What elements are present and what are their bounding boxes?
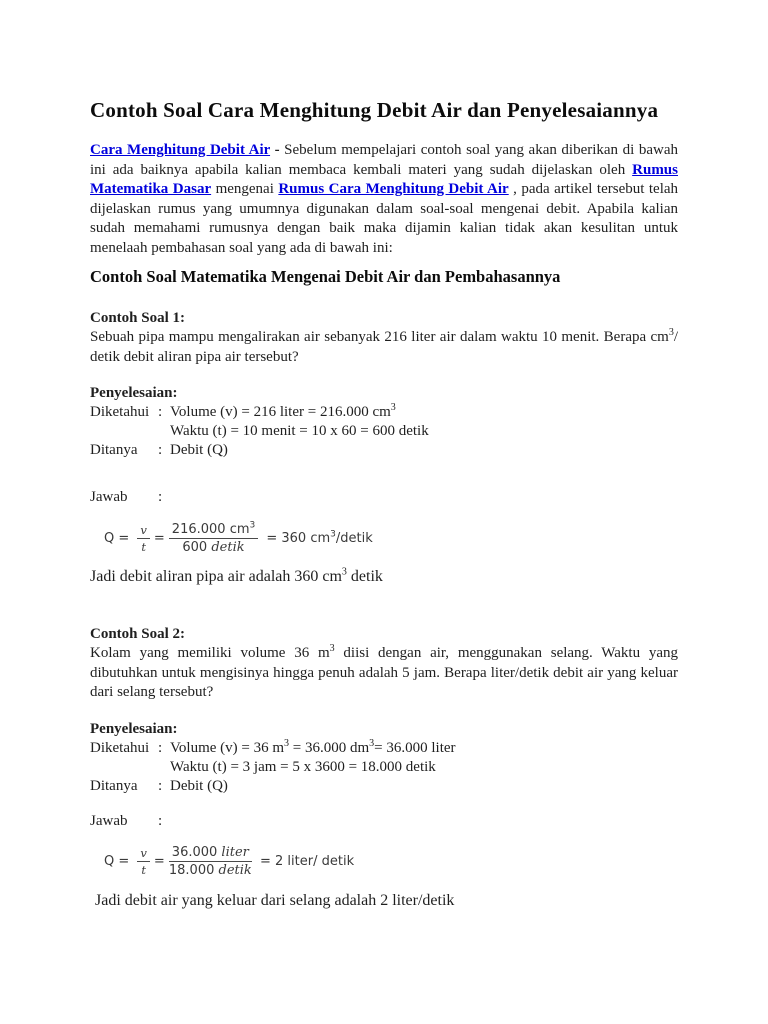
formula2-main-fraction [169,845,252,878]
ditanya-label: Ditanya [90,442,138,458]
formula1-result-unit: /detik [335,530,373,546]
soal1-volume-text: Volume (v) = 216 liter = 216.000 cm [170,404,391,420]
soal1-jawab-row [90,488,678,507]
soal2-question-text-2: diisi dengan air, menggunakan selang. Waktu yang dibutuhkan untuk mengisinya hingga penuh adalah 5 jam. Berapa liter/detik debit air yang keluar dari selang tersebut? [90,645,678,700]
soal1-penyelesaian-heading: Penyelesaian: [90,385,178,401]
soal2-volume-text-2: = 36.000 dm [289,739,370,756]
soal2-volume-sup-2: 3 [369,737,375,749]
colon: : [158,812,163,829]
formula1-den-number: 600 [182,539,212,555]
soal2-jawab-row [90,812,678,831]
formula2-equals: = [153,854,165,869]
soal1-diketahui-row [90,403,678,422]
formula2-num-unit: liter [221,845,249,860]
soal1-volume-sup: 3 [390,402,396,413]
formula1-equals: = [153,530,165,546]
formula1-num-text: 216.000 cm [171,521,250,537]
formula-1 [90,519,678,557]
colon: : [158,777,163,794]
formula1-result-text: = 360 cm [262,530,331,546]
formula2-numerator [169,845,252,862]
soal2-volume-text-1: Volume (v) = 36 m [170,739,285,756]
formula1-lhs: Q = [104,530,134,546]
soal2-penyelesaian-heading: Penyelesaian: [90,720,178,737]
soal1-ditanya-row [90,441,678,460]
formula2-v: v [137,846,150,862]
soal2-block [90,625,678,911]
formula2-denominator [169,862,252,878]
formula1-result [262,531,373,546]
formula2-result: = 2 liter/ detik [255,854,355,869]
soal2-waktu-row [90,758,678,777]
soal1-conclusion [90,567,678,587]
soal2-volume-sup-1: 3 [284,737,290,749]
soal1-diketahui-value [170,403,678,422]
soal2-conclusion: Jadi debit air yang keluar dari selang adalah 2 liter/detik [95,891,455,909]
intro-text-1: Sebelum mempelajari contoh soal yang akan diberikan di bawah ini ada baiknya apabila kalian membaca kembali materi yang sudah dijelaskan oleh [90,142,678,178]
intro-paragraph [90,141,678,258]
jawab-label: Jawab [90,812,128,829]
formula1-result-sup: 3 [330,529,336,540]
intro-text-3: , pada artikel tersebut telah dijelaskan rumus yang umumnya digunakan dalam soal-soal mengenai debit. Apabila kalian sudah memahami rumusnya dengan baik maka dijamin kalian tidak akan kesulitan untuk menelaah pembahasan soal yang ada di bawah ini: [90,181,679,256]
soal2-question-sup: 3 [329,643,335,654]
soal1-conclusion-unit: detik [346,568,383,585]
soal1-question [90,328,678,367]
colon: : [158,489,163,505]
soal2-ditanya-row [90,777,678,796]
formula2-den-number: 18.000 [168,863,219,878]
soal1-conclusion-text: Jadi debit aliran pipa air adalah 360 cm [90,568,342,585]
soal2-diketahui-row [90,739,678,758]
link-rumus-cara-menghitung-debit-air[interactable]: Rumus Cara Menghitung Debit Air [278,181,509,197]
soal2-label: Contoh Soal 2: [90,626,186,642]
formula1-numerator [169,522,258,539]
soal2-diketahui-value [170,739,678,758]
section-heading: Contoh Soal Matematika Mengenai Debit Air dan Pembahasannya [90,267,561,286]
colon: : [158,739,163,756]
formula1-denominator [169,539,258,555]
formula-2 [90,843,678,881]
diketahui-label: Diketahui [90,404,150,420]
jawab-label: Jawab [90,489,128,505]
soal1-conclusion-sup: 3 [341,566,347,578]
formula2-t: t [141,863,146,877]
soal1-waktu-text: Waktu (t) = 10 menit = 10 x 60 = 600 detik [170,423,429,439]
soal2-ditanya-value: Debit (Q) [170,777,228,794]
soal2-waktu-text: Waktu (t) = 3 jam = 5 x 3600 = 18.000 detik [170,758,436,775]
soal1-block [90,309,678,587]
diketahui-label: Diketahui [90,739,150,756]
formula2-den-unit: detik [218,863,252,878]
ditanya-label: Ditanya [90,777,138,794]
link-rumus-matematika-dasar[interactable]: Rumus Matematika Dasar [90,161,678,197]
formula1-t: t [141,539,146,554]
soal1-question-sup: 3 [668,327,674,338]
intro-dash: - [270,142,285,158]
formula1-num-sup: 3 [249,520,256,531]
soal1-label: Contoh Soal 1: [90,310,186,326]
formula1-den-unit: detik [211,539,245,555]
formula2-num-number: 36.000 [171,845,222,860]
link-cara-menghitung-debit-air[interactable]: Cara Menghitung Debit Air [90,142,271,158]
soal1-waktu-row [90,422,678,441]
formula1-vt-fraction [137,523,150,554]
intro-text-2: mengenai [211,181,279,197]
soal1-question-text: Sebuah pipa mampu mengalirakan air sebanyak 216 liter air dalam waktu 10 menit. Berapa cm [90,329,669,345]
formula1-main-fraction [169,522,258,555]
formula2-vt-fraction [137,846,150,877]
soal1-question-text-2: / detik debit aliran pipa air tersebut? [90,329,678,365]
soal2-question [90,644,678,703]
formula2-lhs: Q = [104,854,134,869]
colon: : [158,404,163,420]
colon: : [158,442,163,458]
page-title: Contoh Soal Cara Menghitung Debit Air dan Penyelesaiannya [90,98,659,122]
soal2-volume-text-3: = 36.000 liter [374,739,456,756]
formula1-v: v [137,523,150,539]
soal1-ditanya-value: Debit (Q) [170,442,228,458]
soal2-question-text: Kolam yang memiliki volume 36 m [90,645,330,661]
